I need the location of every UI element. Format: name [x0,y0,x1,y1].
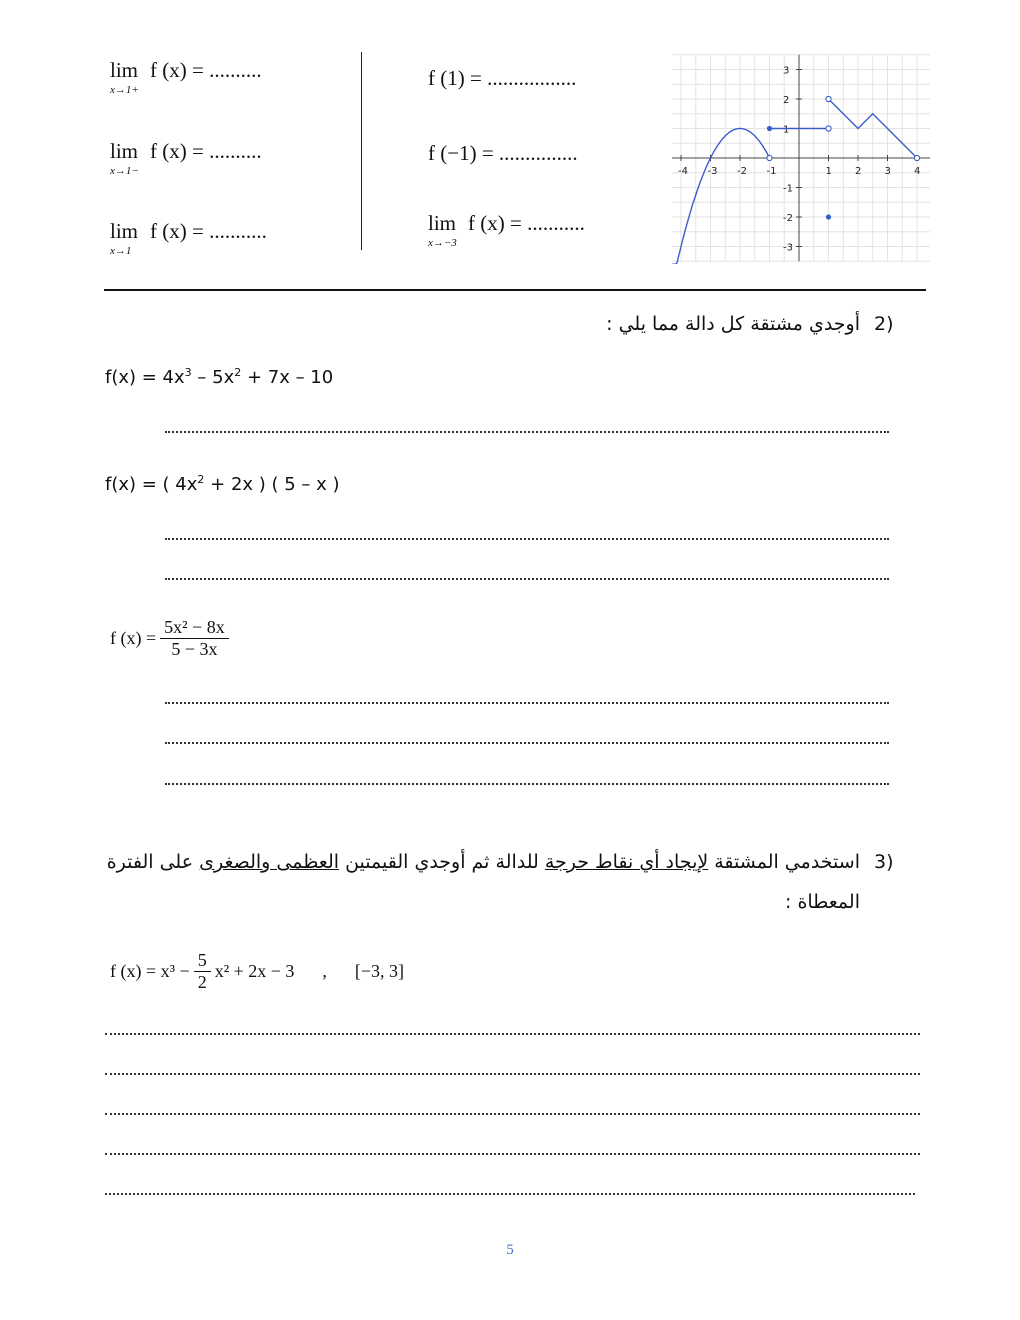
q2-function-2: f(x) = ( $4x^2 + 2x$ ) ( 5 – x ) [105,473,340,495]
q3-number: 3) [874,851,894,873]
answer-line[interactable] [165,702,889,704]
graph-open-point [914,155,919,160]
q3-prompt-part: على الفترة [106,851,194,873]
answer-line[interactable] [105,1193,915,1195]
fraction-denominator: 2 [197,972,207,992]
q2-function-1: $f(x) = 4x^3 - 5x^2 + 7x - 10$ [105,366,334,388]
answer-line[interactable] [165,538,889,540]
page-number: 5 [506,1242,514,1258]
lim-word: lim [428,211,457,235]
answer-line[interactable] [105,1033,920,1035]
x-tick-label: 4 [914,166,921,177]
answer-line[interactable] [165,742,889,744]
fraction-numerator: 5x² − 8x [160,617,229,639]
value-f-of-1: f (1) = ................. [428,66,577,90]
lim-expression: f (x) = .......... [150,139,262,163]
x-tick-label: -3 [707,166,718,177]
lim-subscript: x→−3 [428,237,457,249]
q3-function [110,950,404,993]
answer-line[interactable] [165,578,889,580]
y-tick-label: 1 [783,124,790,136]
answer-line[interactable] [165,783,889,785]
q3-prompt-part: استخدمي المشتقة [714,851,860,873]
x-tick-label: 1 [825,166,832,177]
lim-expression: f (x) = ........... [150,219,267,243]
lim-subscript: x→1− [110,165,139,177]
fraction [194,950,211,993]
lim-subscript: x→1 [110,245,132,257]
fraction-lhs: f (x) = [110,628,157,648]
interval: [−3, 3] [354,961,405,981]
limit-x-to-1-plus [110,58,262,96]
limit-x-to-1 [110,219,267,257]
q3-prompt-underlined: العظمى والصغرى [199,851,340,873]
y-tick-label: 3 [783,65,790,77]
q2-prompt: أوجدي مشتقة كل دالة مما يلي : [606,313,860,335]
answer-line[interactable] [105,1073,920,1075]
q3-prompt-line-2: المعطاة : [785,891,860,913]
q2-function-3 [110,617,233,660]
q3-prompt-underlined: لإيجاد أي نقاط حرجة [544,851,709,873]
q2-number: 2) [874,313,894,335]
answer-line[interactable] [105,1113,920,1115]
limit-x-to-1-minus [110,139,262,177]
q3-function-rhs: x² + 2x − 3 [214,961,295,981]
lim-word: lim [110,58,139,82]
graph-open-point [826,126,831,131]
graph-open-point [826,96,831,101]
lim-expression: f (x) = .......... [150,58,262,82]
graph-closed-point [767,126,772,131]
graph-open-point [767,155,772,160]
x-tick-label: 3 [884,166,891,177]
lim-word: lim [110,139,139,163]
x-tick-label: 2 [855,166,862,177]
q3-prompt-part: للدالة ثم أوجدي القيمتين [345,851,539,873]
graph-closed-point [826,214,831,219]
separator-comma: , [322,961,327,981]
column-divider [361,52,362,250]
lim-word: lim [110,219,139,243]
limit-x-to-minus-3 [428,211,585,249]
x-tick-label: -2 [737,166,747,177]
answer-line[interactable] [165,431,889,433]
section-separator [104,289,926,291]
y-tick-label: -3 [783,242,793,254]
q3-prompt [107,851,860,873]
fraction [160,617,229,660]
graph-curve [672,96,919,264]
answer-line[interactable] [105,1153,920,1155]
fraction-denominator: 5 − 3x [171,639,218,659]
y-tick-label: -1 [783,183,793,195]
function-graph [672,52,930,264]
y-tick-label: -2 [783,213,793,224]
fraction-numerator: 5 [194,950,211,972]
q3-function-lhs: f (x) = x³ − [110,961,190,981]
x-tick-label: -4 [678,166,688,177]
x-tick-label: -1 [766,166,777,177]
lim-subscript: x→1+ [110,84,139,96]
y-tick-label: 2 [783,95,790,106]
value-f-of-minus-1: f (−1) = ............... [428,141,578,165]
lim-expression: f (x) = ........... [468,211,585,235]
